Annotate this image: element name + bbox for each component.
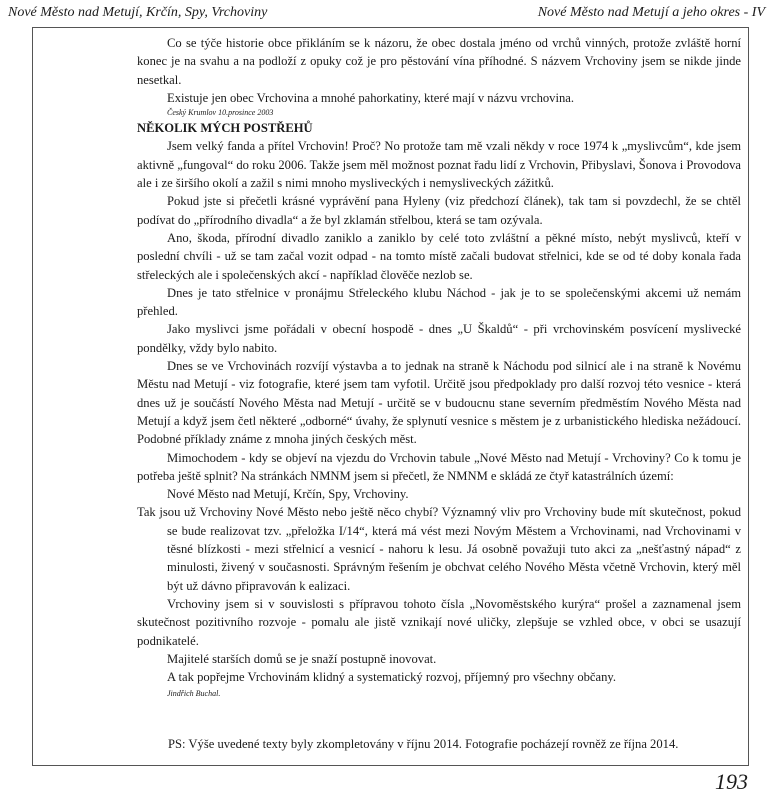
article-paragraph: Dnes se ve Vrchovinách rozvíjí výstavba a to jednak na straně k Náchodu pod silnicí ale i na straně k Novému Městu nad Metují - viz fotografie, které jsem tam vyfotil. Určitě jsou předpoklady pro další rozvoj této vesnice - která dnes už je součástí Nového Města nad Metují - určitě se v budoucnu stane severním předměstím Nového Města nad Metují a když jsem četl některé „odborné“ úvahy, že splynutí vesnice s městem je z urbanistického hlediska nežádoucí. Podobné příklady známe z mnoha jiných českých měst. bbox=[137, 359, 741, 447]
article-hanging-paragraph: Tak jsou už Vrchoviny Nové Město nebo ještě něco chybí? Významný vliv pro Vrchoviny bude mít skutečnost, pokud se bude realizovat tzv. „přeložka I/14“, která má vést mezi Novým Městem a Vrchovinami, nad Vrchovinami v těsné blízkosti - mezi střelnicí a vesnicí - nahoru k lesu. Já osobně považuji tuto akci za „nešťastný nápad“ z minulosti, živený v současnosti. Správným řešením je obchvat celého Nového Města včetně Vrchovin, který měl být už dávno připravován k ealizaci. bbox=[137, 505, 741, 593]
article-paragraph: A tak popřejme Vrchovinám klidný a systematický rozvoj, příjemný pro všechny občany. bbox=[167, 670, 617, 685]
running-header-right: Nové Město nad Metují a jeho okres - IV bbox=[537, 5, 765, 20]
article-title: NĚKOLIK MÝCH POSTŘEHŮ bbox=[137, 121, 313, 136]
page-number: 193 bbox=[715, 769, 748, 794]
intro-signature: Český Krumlov 10.prosince 2003 bbox=[167, 108, 274, 118]
article-paragraph: Vrchoviny jsem si v souvislosti s přípravou tohoto čísla „Novoměstského kurýra“ prošel a zaznamenal jsem skutečnost pozitivního rozvoje - pomalu ale jistě vznikají nové uličky, zlepšuje se vzhled obce, v obci se usazují podnikatelé. bbox=[137, 596, 741, 648]
intro-paragraph-2: Existuje jen obec Vrchovina a mnohé pahorkatiny, které mají v názvu vrchovina. bbox=[167, 90, 575, 105]
page-content bbox=[137, 34, 741, 700]
running-header-left: Nové Město nad Metují, Krčín, Spy, Vrchoviny bbox=[8, 5, 268, 20]
intro-paragraph-1: Co se týče historie obce přikláním se k názoru, že obec dostala jméno od vrchů vinných, protože zvláště horní konec je na svahu a na podloží z opuky což je pro pěstování vína příhodné. S názvem Vrchoviny jsem se nikde jinde nesetkal. bbox=[137, 36, 741, 87]
article-paragraph: Majitelé starších domů se je snaží postupně inovovat. bbox=[167, 651, 437, 666]
article-paragraph: Pokud jste si přečetli krásné vyprávění pana Hyleny (viz předchozí článek), tak tam si povzdechl, že se chtěl podívat do „přírodního divadla“ a že byl zklamán střelbou, která se tam ozývala. bbox=[137, 194, 741, 227]
article-signature: Jindřich Buchal. bbox=[167, 689, 221, 699]
postscript: PS: Výše uvedené texty byly zkompletovány v říjnu 2014. Fotografie pocházejí rovněž ze října 2014. bbox=[168, 737, 679, 751]
article-paragraph: Nové Město nad Metují, Krčín, Spy, Vrchoviny. bbox=[167, 487, 409, 502]
article-paragraph: Jako myslivci jsme pořádali v obecní hospodě - dnes „U Škaldů“ - při vrchovinském posvícení myslivecké pondělky, vždy bylo nabito. bbox=[137, 322, 741, 355]
article-paragraph: Dnes je tato střelnice v pronájmu Střeleckého klubu Náchod - jak je to se společenskými akcemi už nemám přehled. bbox=[137, 285, 741, 319]
article-paragraph: Ano, škoda, přírodní divadlo zaniklo a zaniklo by celé toto zvláštní a pěkné místo, nebýt myslivců, kteří v poslední chvíli - už se tam začal vozit odpad - na tomto místě začali budovat střelnici, kde se od té doby konala řada střeleckých ale i společenských akcí - například člověče nezlob se. bbox=[137, 230, 741, 282]
article-paragraph: Mimochodem - kdy se objeví na vjezdu do Vrchovin tabule „Nové Město nad Metují - Vrchoviny? Co k tomu je potřeba ještě splnit? Na stránkách NMNM jsem si přečetl, že NMNM e skládá ze čtyř katastrálních území: bbox=[137, 450, 741, 483]
article-paragraph: Jsem velký fanda a přítel Vrchovin! Proč? No protože tam mě vzali někdy v roce 1974 k „myslivcům“, kde jsem aktivně „fungoval“ do roku 2006. Takže jsem měl možnost poznat řadu lidí z Vrchovin, Přibyslavi, Šonova i Provodova ale i ze širšího okolí a zažil s nimi mnoho mysliveckých i nemysliveckých zážitků. bbox=[137, 139, 741, 191]
